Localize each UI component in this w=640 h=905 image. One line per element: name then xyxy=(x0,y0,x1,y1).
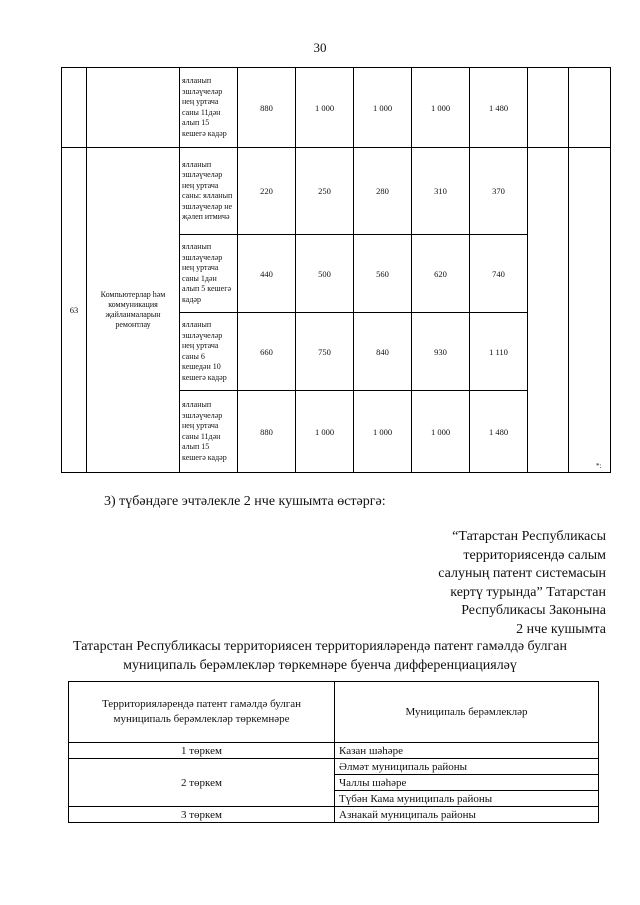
empty-cell xyxy=(87,68,180,148)
municipality: Азнакай муниципаль районы xyxy=(335,807,599,823)
value-cell: 560 xyxy=(354,235,412,313)
corner-mark: *: xyxy=(596,462,602,470)
value-cell: 1 000 xyxy=(354,68,412,148)
header-municipalities: Муниципаль берәмлекләр xyxy=(335,682,599,743)
value-cell: 220 xyxy=(238,148,296,235)
group-name: 1 төркем xyxy=(69,743,335,759)
empty-cell xyxy=(528,148,569,473)
condition-cell: ялланып эшләүчеләр нең уртача саны 1дән алып 5 кешегә кадәр xyxy=(180,235,238,313)
condition-cell: ялланып эшләүчеләр нең уртача саны: ялланып эшләүчеләр не җәлеп итмичә xyxy=(180,148,238,235)
table-row xyxy=(69,759,599,775)
value-cell: 1 480 xyxy=(470,68,528,148)
value-cell: 1 000 xyxy=(296,391,354,473)
groups-table xyxy=(68,681,599,823)
value-cell: 1 480 xyxy=(470,391,528,473)
item-3-text: 3) түбәндәге эчтәлекле 2 нче кушымта өстәргә: xyxy=(104,494,386,509)
appendix-line: Республикасы Законына xyxy=(461,603,606,618)
value-cell: 250 xyxy=(296,148,354,235)
heading-line: муниципаль берәмлекләр төркемнәре буенча дифференциацияләү xyxy=(123,658,517,673)
value-cell: 930 xyxy=(412,313,470,391)
value-cell: 1 110 xyxy=(470,313,528,391)
value-cell: 880 xyxy=(238,391,296,473)
page-number: 30 xyxy=(313,40,327,55)
empty-cell xyxy=(528,68,569,148)
municipality: Чаллы шәһәре xyxy=(335,775,599,791)
table-row xyxy=(62,148,611,235)
value-cell: 740 xyxy=(470,235,528,313)
value-cell: 750 xyxy=(296,313,354,391)
table-header-row xyxy=(69,682,599,743)
table-row xyxy=(62,68,611,148)
value-cell: 660 xyxy=(238,313,296,391)
heading-line: Татарстан Республикасы территориясен территорияләрендә патент гамәлдә булган xyxy=(73,639,567,654)
value-cell: 880 xyxy=(238,68,296,148)
group-name: 2 төркем xyxy=(69,759,335,807)
municipality: Әлмәт муниципаль районы xyxy=(335,759,599,775)
condition-cell: ялланып эшләүчеләр нең уртача саны 6 кешедән 10 кешегә кадәр xyxy=(180,313,238,391)
rates-table xyxy=(61,67,611,473)
value-cell: 1 000 xyxy=(296,68,354,148)
header-groups: Территорияләрендә патент гамәлдә булган муниципаль берәмлекләр төркемнәре xyxy=(69,682,335,743)
appendix-reference xyxy=(346,528,606,639)
value-cell: 310 xyxy=(412,148,470,235)
value-cell: 440 xyxy=(238,235,296,313)
value-cell: 280 xyxy=(354,148,412,235)
value-cell: 500 xyxy=(296,235,354,313)
appendix-line: 2 нче кушымта xyxy=(516,621,606,637)
row-number: 63 xyxy=(62,148,87,473)
appendix-line: территориясендә салым xyxy=(463,547,606,563)
section-heading xyxy=(20,637,620,675)
value-cell: 840 xyxy=(354,313,412,391)
empty-cell xyxy=(569,148,611,473)
group-name: 3 төркем xyxy=(69,807,335,823)
appendix-line: кертү турында” Татарстан xyxy=(450,584,606,600)
value-cell: 1 000 xyxy=(354,391,412,473)
value-cell: 370 xyxy=(470,148,528,235)
condition-cell: ялланып эшләүчеләр нең уртача саны 11дән алып 15 кешегә кадәр xyxy=(180,391,238,473)
empty-cell xyxy=(62,68,87,148)
activity-cell: Компьютерлар һәм коммуникация җайланмаларын ремонтлау xyxy=(87,148,180,473)
value-cell: 1 000 xyxy=(412,68,470,148)
appendix-line: “Татарстан Республикасы xyxy=(452,529,606,544)
table-row xyxy=(69,743,599,759)
table-row xyxy=(69,807,599,823)
condition-cell: ялланып эшләүчеләр нең уртача саны 11дән алып 15 кешегә кадәр xyxy=(180,68,238,148)
value-cell: 1 000 xyxy=(412,391,470,473)
value-cell: 620 xyxy=(412,235,470,313)
appendix-line: салуның патент системасын xyxy=(438,566,606,581)
municipality: Түбән Кама муниципаль районы xyxy=(335,791,599,807)
empty-cell xyxy=(569,68,611,148)
municipality: Казан шәһәре xyxy=(335,743,599,759)
